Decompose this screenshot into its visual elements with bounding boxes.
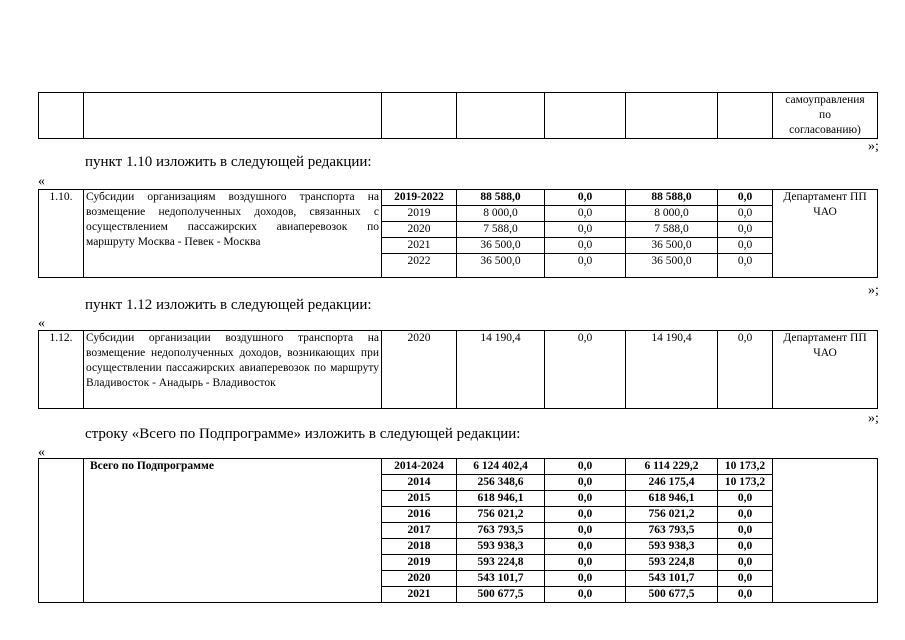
year-value: 2020	[382, 222, 456, 238]
row-number: 1.10.	[39, 190, 84, 278]
close-quote: »;	[868, 411, 879, 426]
ob-value: 543 101,7	[626, 571, 717, 587]
mb-value: 0,0	[718, 539, 772, 555]
fb-value: 0,0	[545, 523, 625, 539]
total-value: 7 588,0	[457, 222, 544, 238]
section-total-heading: строку «Всего по Подпрограмме» изложить в следующей редакции:	[85, 426, 521, 442]
mb-column	[718, 459, 773, 603]
section-112-table	[38, 330, 878, 409]
ob-value: 756 021,2	[626, 507, 717, 523]
mb-value: 10 173,2	[718, 459, 772, 475]
total-value: 36 500,0	[480, 255, 521, 267]
ob-value: 7 588,0	[626, 222, 717, 238]
fb-value: 0,0	[545, 555, 625, 571]
fb-value: 0,0	[545, 571, 625, 587]
row-number: 1.12.	[39, 331, 84, 409]
mb-value: 0,0	[718, 190, 772, 206]
cell	[382, 93, 457, 139]
mb-value: 0,0	[718, 222, 772, 238]
cell	[84, 93, 382, 139]
ob-value: 618 946,1	[626, 491, 717, 507]
year-value: 2019	[382, 206, 456, 222]
year-value: 2019-2022	[382, 190, 456, 206]
year-value: 2017	[382, 523, 456, 539]
year-value: 2015	[382, 491, 456, 507]
fb-column	[545, 459, 626, 603]
total-value: 6 124 402,4	[457, 459, 544, 475]
section-112-heading: пункт 1.12 изложить в следующей редакции:	[85, 297, 372, 313]
row-description: Субсидии организациям воздушного транспорта на возмещение недополученных доходов, связанных с осуществлением пассажирских авиаперевозок по маршруту Москва - Певек - Москва	[84, 190, 382, 278]
ob-value: 88 588,0	[626, 190, 717, 206]
year-value: 2018	[382, 539, 456, 555]
cell	[718, 93, 773, 139]
total-value: 88 588,0	[457, 190, 544, 206]
fb-value: 0,0	[545, 475, 625, 491]
mb-value: 0,0	[737, 588, 753, 600]
mb-column	[718, 190, 773, 278]
executor-line: самоуправления	[785, 94, 865, 106]
ob-value: 246 175,4	[626, 475, 717, 491]
cell	[626, 93, 718, 139]
close-quote: »;	[868, 283, 879, 298]
section-total-table	[38, 458, 878, 603]
executor-line: по	[819, 109, 831, 121]
year-value: 2019	[382, 555, 456, 571]
close-quote: »;	[868, 139, 879, 154]
fb-value: 0,0	[545, 459, 625, 475]
mb-value: 0,0	[718, 507, 772, 523]
fb-value: 0,0	[545, 238, 625, 254]
total-value: 543 101,7	[457, 571, 544, 587]
top-table-fragment	[38, 92, 878, 139]
ob-value: 6 114 229,2	[626, 459, 717, 475]
ob-column	[626, 459, 718, 603]
section-110-heading: пункт 1.10 изложить в следующей редакции:	[85, 154, 372, 170]
fb-value: 0,0	[545, 507, 625, 523]
fb-value: 0,0	[577, 588, 593, 600]
total-value: 36 500,0	[457, 238, 544, 254]
year-value: 2022	[407, 255, 431, 267]
ob-value: 593 938,3	[626, 539, 717, 555]
total-value: 763 793,5	[457, 523, 544, 539]
year-value: 2021	[407, 588, 431, 600]
total-value: 618 946,1	[457, 491, 544, 507]
total-value: 593 938,3	[457, 539, 544, 555]
fb-value: 0,0	[545, 491, 625, 507]
year-value: 2020	[382, 571, 456, 587]
total-value: 500 677,5	[477, 588, 524, 600]
executor-cell: Департамент ПП ЧАО	[773, 190, 878, 278]
fb-value: 0,0	[545, 206, 625, 222]
cell	[39, 93, 84, 139]
fb-column	[545, 190, 626, 278]
mb-value: 0,0	[718, 555, 772, 571]
section-110-table	[38, 189, 878, 278]
total-value: 593 224,8	[457, 555, 544, 571]
executor-cell: Департамент ПП ЧАО	[773, 331, 878, 409]
year-value: 2014-2024	[382, 459, 456, 475]
year-value: 2020	[382, 331, 457, 409]
executor-line: согласованию)	[789, 124, 861, 136]
total-value: 8 000,0	[457, 206, 544, 222]
total-value: 756 021,2	[457, 507, 544, 523]
year-column	[382, 190, 457, 278]
open-quote: «	[38, 316, 45, 331]
mb-value: 0,0	[718, 571, 772, 587]
mb-value: 0,0	[718, 491, 772, 507]
year-value: 2016	[382, 507, 456, 523]
ob-value: 8 000,0	[626, 206, 717, 222]
ob-value: 36 500,0	[651, 255, 692, 267]
mb-value: 0,0	[737, 255, 753, 267]
executor-cell	[773, 93, 878, 139]
mb-value: 0,0	[718, 206, 772, 222]
mb-value: 0,0	[718, 523, 772, 539]
cell	[457, 93, 545, 139]
total-label: Всего по Подпрограмме	[84, 459, 382, 603]
ob-value: 500 677,5	[648, 588, 695, 600]
fb-value: 0,0	[545, 539, 625, 555]
cell	[545, 93, 626, 139]
total-value: 14 190,4	[457, 331, 545, 409]
mb-value: 10 173,2	[718, 475, 772, 491]
total-column	[457, 190, 545, 278]
row-description: Субсидии организации воздушного транспорта на возмещение недополученных доходов, возникающих при осуществлении пассажирских авиаперевозок по маршруту Владивосток - Анадырь - Владивосток	[84, 331, 382, 409]
year-value: 2021	[382, 238, 456, 254]
fb-value: 0,0	[577, 255, 593, 267]
executor-cell	[773, 459, 878, 603]
fb-value: 0,0	[545, 331, 626, 409]
cell	[39, 459, 84, 603]
fb-value: 0,0	[545, 190, 625, 206]
fb-value: 0,0	[545, 222, 625, 238]
open-quote: «	[38, 174, 45, 189]
total-value: 256 348,6	[457, 475, 544, 491]
ob-value: 593 224,8	[626, 555, 717, 571]
mb-value: 0,0	[718, 331, 773, 409]
year-value: 2014	[382, 475, 456, 491]
ob-value: 36 500,0	[626, 238, 717, 254]
ob-column	[626, 190, 718, 278]
mb-value: 0,0	[718, 238, 772, 254]
open-quote: «	[38, 445, 45, 460]
ob-value: 763 793,5	[626, 523, 717, 539]
year-column	[382, 459, 457, 603]
ob-value: 14 190,4	[626, 331, 718, 409]
total-column	[457, 459, 545, 603]
